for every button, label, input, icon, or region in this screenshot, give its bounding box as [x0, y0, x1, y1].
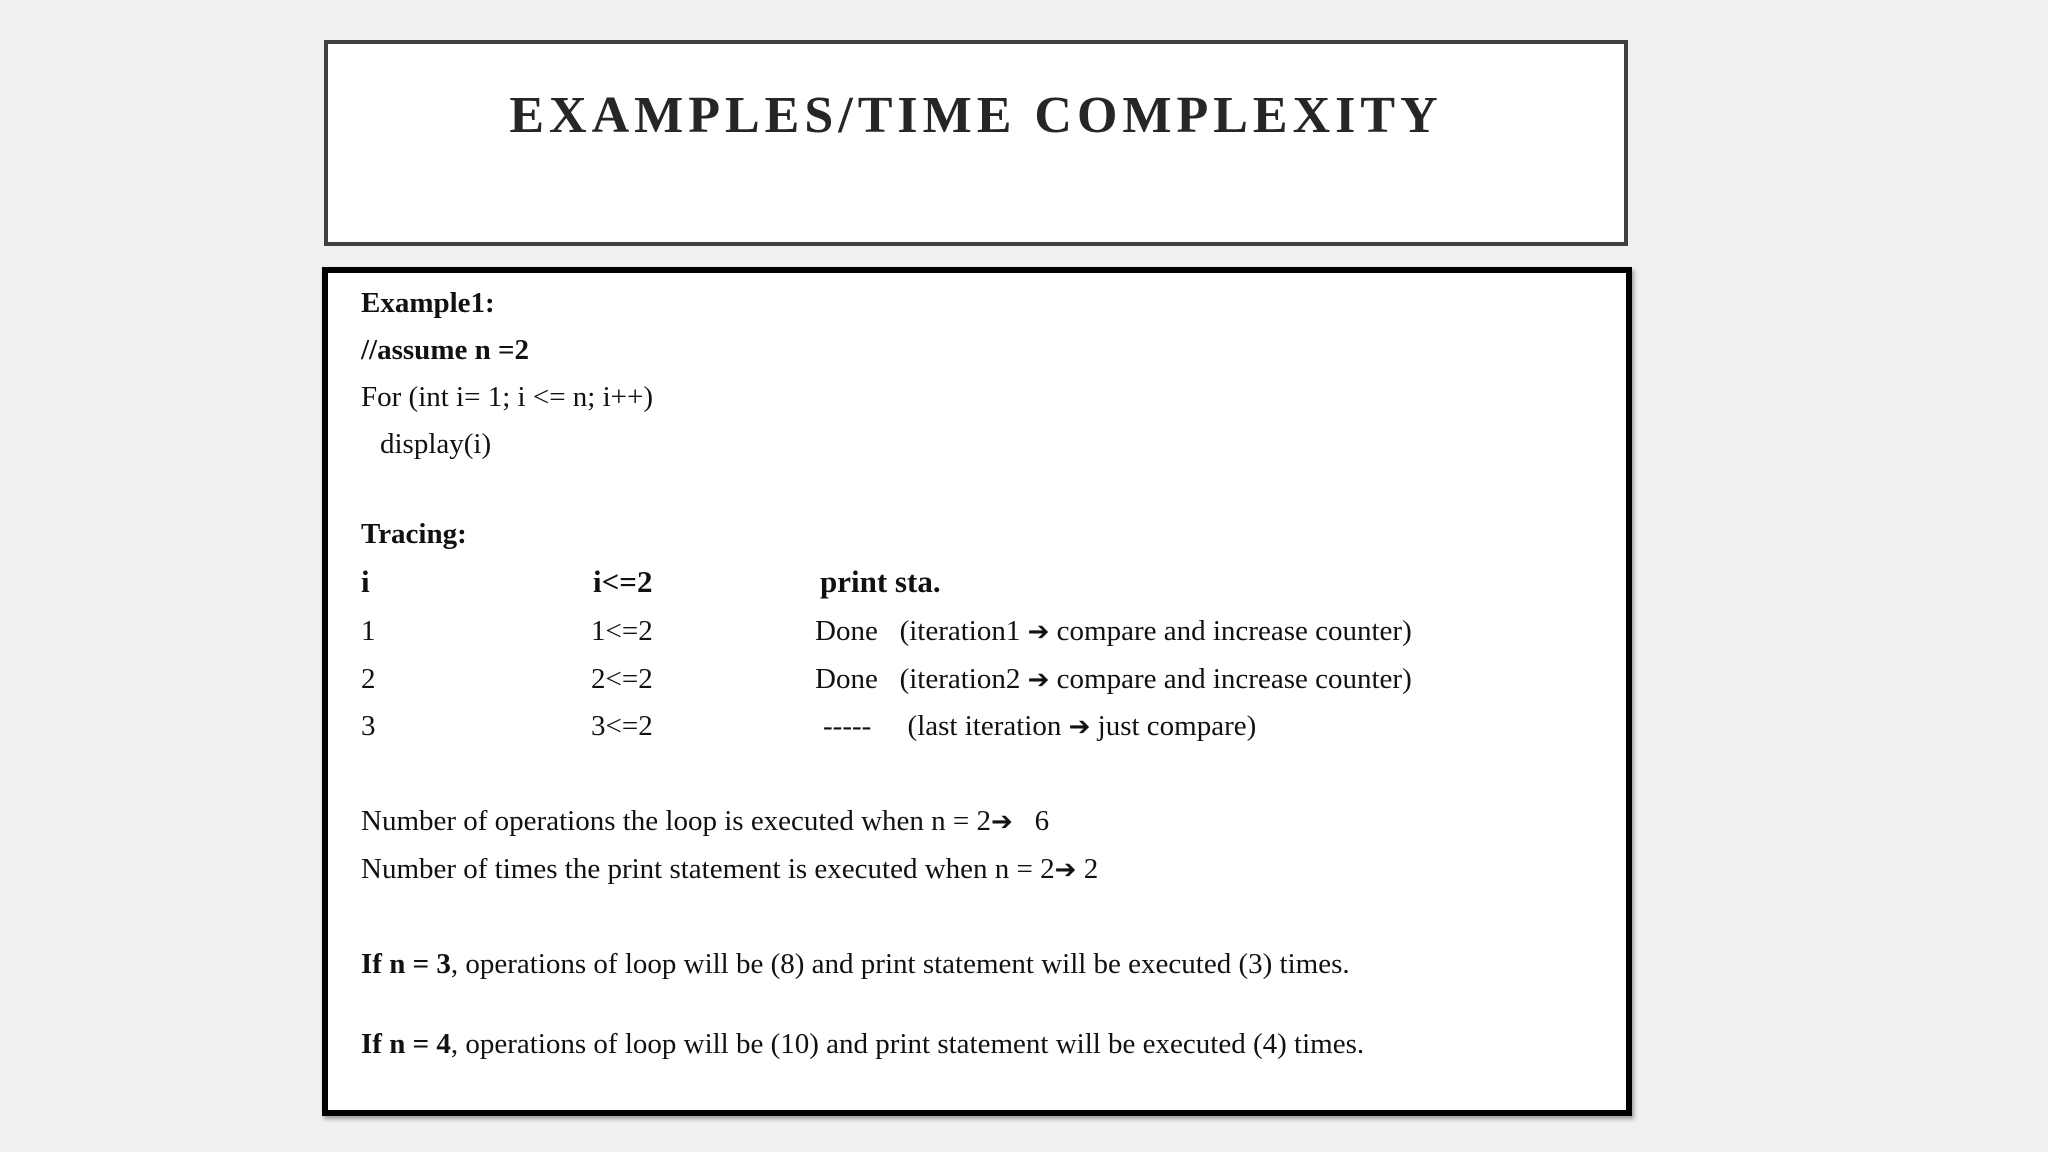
- tracing-heading: Tracing:: [361, 518, 467, 550]
- table-row-1-cond: 1<=2: [591, 615, 653, 647]
- arrow-icon: ➔: [1027, 665, 1050, 695]
- table-row-2-i: 2: [361, 663, 376, 695]
- n3-paragraph: [361, 947, 1581, 981]
- code-line-display: display(i): [380, 428, 492, 460]
- table-row-1-note-post: compare and increase counter): [1056, 615, 1412, 647]
- table-row-3-note-pre: (last iteration: [907, 710, 1062, 742]
- n3-rest: , operations of loop will be (8) and print statement will be executed (3) times.: [450, 948, 1350, 980]
- slide-title: EXAMPLES/TIME COMPLEXITY: [509, 87, 1443, 144]
- table-header-i: i: [361, 564, 370, 599]
- table-header-cond: i<=2: [593, 564, 653, 599]
- ops-count-text: Number of operations the loop is executed when n = 2: [361, 805, 992, 837]
- table-row-2-cond: 2<=2: [591, 663, 653, 695]
- code-line-for: For (int i= 1; i <= n; i++): [361, 381, 654, 413]
- table-row-1-note-pre: (iteration1: [899, 615, 1021, 647]
- n3-bold: If n = 3: [361, 948, 451, 980]
- table-row-1-note: [815, 614, 1412, 649]
- ops-count-value: 6: [1034, 805, 1050, 837]
- table-row-3-i: 3: [361, 710, 376, 742]
- arrow-icon: ➔: [1068, 712, 1091, 742]
- content-box: [322, 267, 1632, 1116]
- arrow-icon: ➔: [991, 807, 1013, 837]
- print-count-text: Number of times the print statement is executed when n = 2: [361, 853, 1055, 885]
- n4-paragraph: [361, 1027, 1581, 1061]
- table-row-3-note: [823, 709, 1256, 744]
- print-count-line: [361, 852, 1098, 887]
- table-row-2-note-post: compare and increase counter): [1056, 663, 1412, 695]
- table-row-1-i: 1: [361, 615, 376, 647]
- table-row-2-note: [815, 662, 1412, 697]
- table-row-3-note-post: just compare): [1097, 710, 1257, 742]
- print-count-value: 2: [1083, 853, 1099, 885]
- table-row-2-note-pre: (iteration2: [899, 663, 1021, 695]
- n4-bold: If n = 4: [361, 1028, 451, 1060]
- n4-rest: , operations of loop will be (10) and print statement will be executed (4) times.: [450, 1028, 1365, 1060]
- title-box: [324, 40, 1628, 246]
- table-row-3-status: -----: [823, 710, 872, 742]
- arrow-icon: ➔: [1054, 855, 1077, 885]
- table-row-2-status: Done: [815, 663, 878, 695]
- table-header-print: print sta.: [820, 564, 941, 599]
- ops-count-line: [361, 804, 1049, 839]
- assume-line: //assume n =2: [361, 334, 529, 366]
- example-heading: Example1:: [361, 287, 495, 319]
- table-row-3-cond: 3<=2: [591, 710, 653, 742]
- arrow-icon: ➔: [1027, 617, 1050, 647]
- table-row-1-status: Done: [815, 615, 878, 647]
